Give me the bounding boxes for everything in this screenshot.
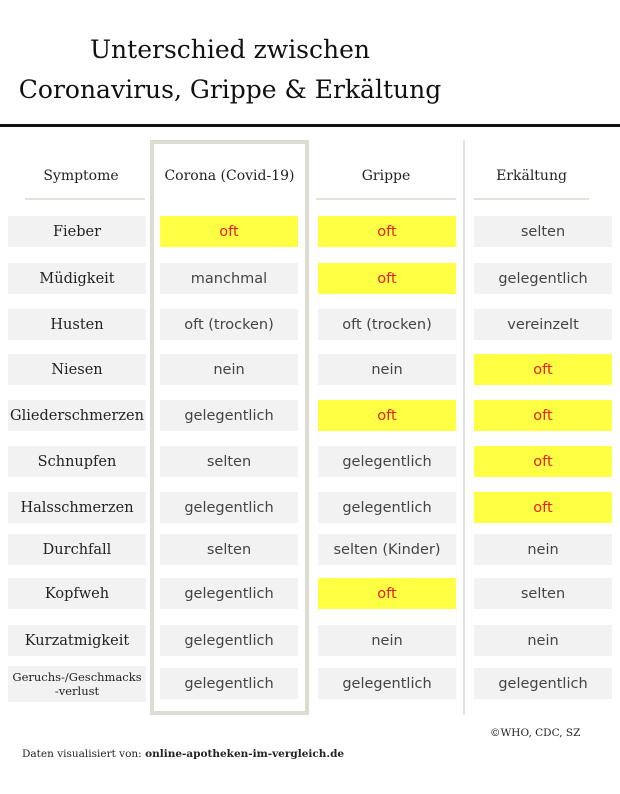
erkaeltung-cell: oft [474, 354, 612, 385]
erkaeltung-cell: oft [474, 446, 612, 477]
header-underline-grippe [316, 198, 456, 200]
erkaeltung-cell: nein [474, 625, 612, 656]
corona-cell: oft [160, 216, 298, 247]
grippe-cell: gelegentlich [318, 668, 456, 699]
erkaeltung-cell: gelegentlich [474, 263, 612, 294]
symptom-name-cell: Halsschmerzen [8, 492, 146, 523]
symptom-name-cell: Kopfweh [8, 578, 146, 609]
symptom-name-cell: Niesen [8, 354, 146, 385]
grippe-cell: gelegentlich [318, 446, 456, 477]
symptom-name-cell: Kurzatmigkeit [8, 625, 146, 656]
erkaeltung-cell: nein [474, 534, 612, 565]
column-header-grippe: Grippe [361, 168, 411, 184]
grippe-cell: oft [318, 263, 456, 294]
header-underline-erkaeltung [474, 198, 589, 200]
corona-cell: selten [160, 534, 298, 565]
footer [22, 748, 344, 760]
corona-cell: selten [160, 446, 298, 477]
erkaeltung-cell: selten [474, 578, 612, 609]
erkaeltung-cell: gelegentlich [474, 668, 612, 699]
grippe-cell: oft (trocken) [318, 309, 456, 340]
symptom-name-line-1: Geruchs-/Geschmacks [12, 670, 142, 684]
corona-cell: gelegentlich [160, 492, 298, 523]
corona-cell: gelegentlich [160, 400, 298, 431]
symptom-name-cell: Husten [8, 309, 146, 340]
grippe-cell: oft [318, 400, 456, 431]
header-underline-symptome [25, 198, 145, 200]
grippe-cell: gelegentlich [318, 492, 456, 523]
erkaeltung-cell: vereinzelt [474, 309, 612, 340]
column-header-erkaeltung: Erkältung [496, 168, 567, 184]
grippe-cell: oft [318, 578, 456, 609]
symptom-name-cell: Gliederschmerzen [8, 400, 146, 431]
symptom-name-line-2: -verlust [54, 684, 100, 698]
corona-cell: oft (trocken) [160, 309, 298, 340]
symptom-name-cell: Fieber [8, 216, 146, 247]
title-line-1: Unterschied zwischen [89, 35, 371, 64]
grippe-cell: oft [318, 216, 456, 247]
grippe-cell: nein [318, 625, 456, 656]
page-title [0, 30, 460, 110]
footer-prefix: Daten visualisiert von: [22, 748, 142, 760]
sources-credit: ©WHO, CDC, SZ [490, 727, 581, 739]
title-divider [0, 124, 620, 127]
grippe-cell: selten (Kinder) [318, 534, 456, 565]
corona-cell: gelegentlich [160, 578, 298, 609]
column-header-symptome: Symptome [43, 168, 119, 184]
column-divider [463, 140, 465, 715]
erkaeltung-cell: oft [474, 492, 612, 523]
symptom-name-cell: Schnupfen [8, 446, 146, 477]
symptom-name-cell: Müdigkeit [8, 263, 146, 294]
erkaeltung-cell: oft [474, 400, 612, 431]
symptom-name-cell: Durchfall [8, 534, 146, 565]
corona-cell: nein [160, 354, 298, 385]
corona-cell: gelegentlich [160, 625, 298, 656]
corona-cell: manchmal [160, 263, 298, 294]
footer-site-link[interactable]: online-apotheken-im-vergleich.de [145, 748, 345, 760]
erkaeltung-cell: selten [474, 216, 612, 247]
symptom-name-cell [8, 666, 146, 702]
title-line-2: Coronavirus, Grippe & Erkältung [18, 75, 442, 104]
corona-cell: gelegentlich [160, 668, 298, 699]
column-header-corona: Corona (Covid-19) [164, 168, 295, 184]
grippe-cell: nein [318, 354, 456, 385]
